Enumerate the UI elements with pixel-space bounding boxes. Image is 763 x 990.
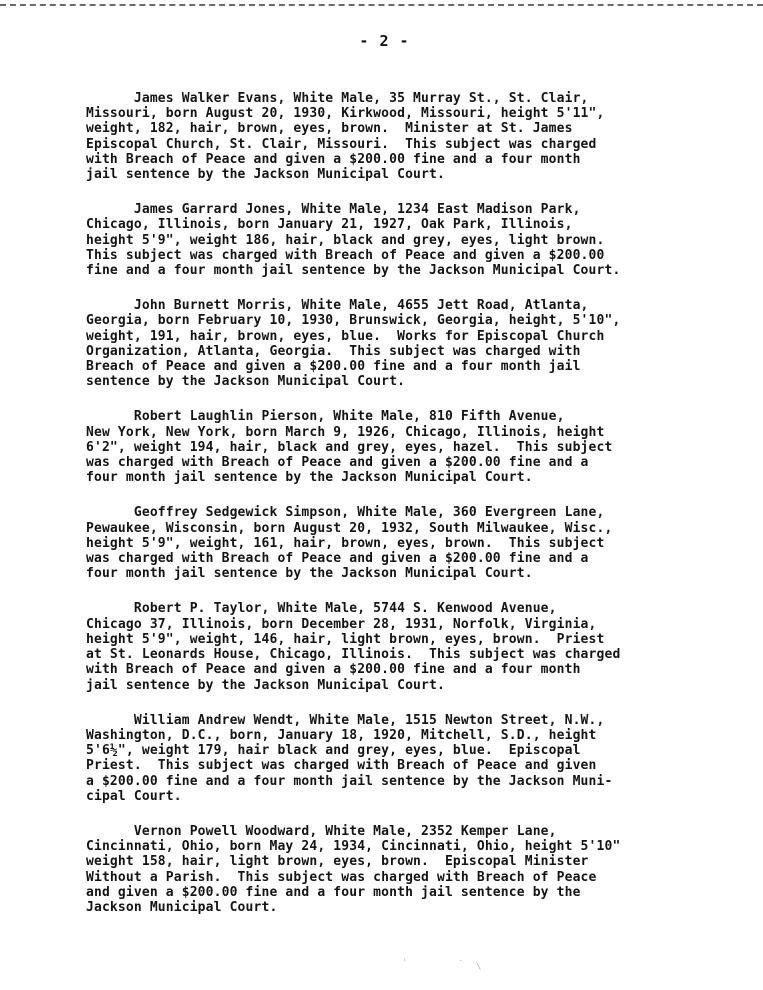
entry-line: Without a Parish. This subject was charged with Breach of Peace bbox=[86, 869, 597, 885]
entry-line: New York, New York, born March 9, 1926, Chicago, Illinois, height bbox=[86, 424, 605, 440]
entry-line: Chicago, Illinois, born January 21, 1927, Oak Park, Illinois, bbox=[86, 217, 573, 233]
entry-line: 6'2", weight 194, hair, black and grey, eyes, hazel. This subject bbox=[86, 439, 613, 455]
entry-line: John Burnett Morris, White Male, 4655 Jett Road, Atlanta, bbox=[86, 298, 589, 314]
entry-line: 5'6½", weight 179, hair black and grey, eyes, blue. Episcopal bbox=[86, 743, 581, 759]
entry-line: Organization, Atlanta, Georgia. This subject was charged with bbox=[86, 343, 581, 359]
scan-speck: ' bbox=[402, 958, 408, 968]
entry-line: weight 158, hair, light brown, eyes, brown. Episcopal Minister bbox=[86, 854, 589, 870]
entry-line: jail sentence by the Jackson Municipal Court. bbox=[86, 167, 445, 183]
entry-line: height 5'9", weight, 161, hair, brown, eyes, brown. This subject bbox=[86, 535, 605, 551]
entry-line: four month jail sentence by the Jackson Municipal Court. bbox=[86, 566, 533, 582]
entry-line: height 5'9", weight, 146, hair, light brown, eyes, brown. Priest bbox=[86, 631, 605, 647]
entry-line: was charged with Breach of Peace and given a $200.00 fine and a bbox=[86, 551, 589, 567]
entry-line: Breach of Peace and given a $200.00 fine and a four month jail bbox=[86, 359, 581, 375]
page-top-edge bbox=[0, 4, 763, 6]
entry-line: a $200.00 fine and a four month jail sentence by the Jackson Muni- bbox=[86, 773, 613, 789]
subject-entry-morris bbox=[86, 298, 696, 389]
entry-line: Jackson Municipal Court. bbox=[86, 899, 278, 915]
subject-entry-simpson bbox=[86, 505, 696, 581]
document-body bbox=[86, 91, 696, 935]
entry-line: Chicago 37, Illinois, born December 28, 1931, Norfolk, Virginia, bbox=[86, 616, 597, 632]
subject-entry-pierson bbox=[86, 409, 696, 485]
entry-line: with Breach of Peace and given a $200.00 fine and a four month bbox=[86, 662, 581, 678]
entry-line: at St. Leonards House, Chicago, Illinois. This subject was charged bbox=[86, 647, 621, 663]
subject-entry-taylor bbox=[86, 601, 696, 692]
entry-line: Georgia, born February 10, 1930, Brunswick, Georgia, height, 5'10", bbox=[86, 313, 621, 329]
entry-line: four month jail sentence by the Jackson Municipal Court. bbox=[86, 470, 533, 486]
entry-line: weight, 191, hair, brown, eyes, blue. Works for Episcopal Church bbox=[86, 328, 605, 344]
entry-line: Missouri, born August 20, 1930, Kirkwood, Missouri, height 5'11", bbox=[86, 106, 605, 122]
entry-line: height 5'9", weight 186, hair, black and grey, eyes, light brown. bbox=[86, 232, 605, 248]
entry-line: jail sentence by the Jackson Municipal Court. bbox=[86, 677, 445, 693]
subject-entry-wendt bbox=[86, 713, 696, 804]
entry-line: sentence by the Jackson Municipal Court. bbox=[86, 374, 406, 390]
subject-entry-jones bbox=[86, 202, 696, 278]
entry-line: weight, 182, hair, brown, eyes, brown. Minister at St. James bbox=[86, 121, 573, 137]
scan-speck: \ bbox=[476, 962, 482, 972]
entry-line: cipal Court. bbox=[86, 788, 182, 804]
entry-line: with Breach of Peace and given a $200.00 fine and a four month bbox=[86, 151, 581, 167]
entry-line: and given a $200.00 fine and a four month jail sentence by the bbox=[86, 884, 581, 900]
entry-line: Robert P. Taylor, White Male, 5744 S. Kenwood Avenue, bbox=[86, 601, 557, 617]
scan-speck: ˙ bbox=[458, 960, 464, 970]
entry-line: James Walker Evans, White Male, 35 Murray St., St. Clair, bbox=[86, 91, 589, 106]
subject-entry-evans bbox=[86, 91, 696, 182]
entry-line: Pewaukee, Wisconsin, born August 20, 1932, South Milwaukee, Wisc., bbox=[86, 520, 613, 536]
entry-line: Cincinnati, Ohio, born May 24, 1934, Cincinnati, Ohio, height 5'10" bbox=[86, 839, 621, 855]
entry-line: Washington, D.C., born, January 18, 1920, Mitchell, S.D., height bbox=[86, 727, 597, 743]
page-number: - 2 - bbox=[359, 32, 410, 50]
entry-line: Priest. This subject was charged with Breach of Peace and given bbox=[86, 758, 597, 774]
entry-line: Geoffrey Sedgewick Simpson, White Male, 360 Evergreen Lane, bbox=[86, 505, 605, 521]
entry-line: was charged with Breach of Peace and given a $200.00 fine and a bbox=[86, 455, 589, 471]
entry-line: James Garrard Jones, White Male, 1234 East Madison Park, bbox=[86, 202, 581, 218]
entry-line: Vernon Powell Woodward, White Male, 2352 Kemper Lane, bbox=[86, 823, 557, 839]
entry-line: This subject was charged with Breach of Peace and given a $200.00 bbox=[86, 247, 605, 263]
entry-line: William Andrew Wendt, White Male, 1515 Newton Street, N.W., bbox=[86, 712, 605, 728]
entry-line: fine and a four month jail sentence by the Jackson Municipal Court. bbox=[86, 263, 621, 279]
entry-line: Robert Laughlin Pierson, White Male, 810 Fifth Avenue, bbox=[86, 409, 565, 425]
entry-line: Episcopal Church, St. Clair, Missouri. This subject was charged bbox=[86, 136, 597, 152]
subject-entry-woodward bbox=[86, 824, 696, 915]
